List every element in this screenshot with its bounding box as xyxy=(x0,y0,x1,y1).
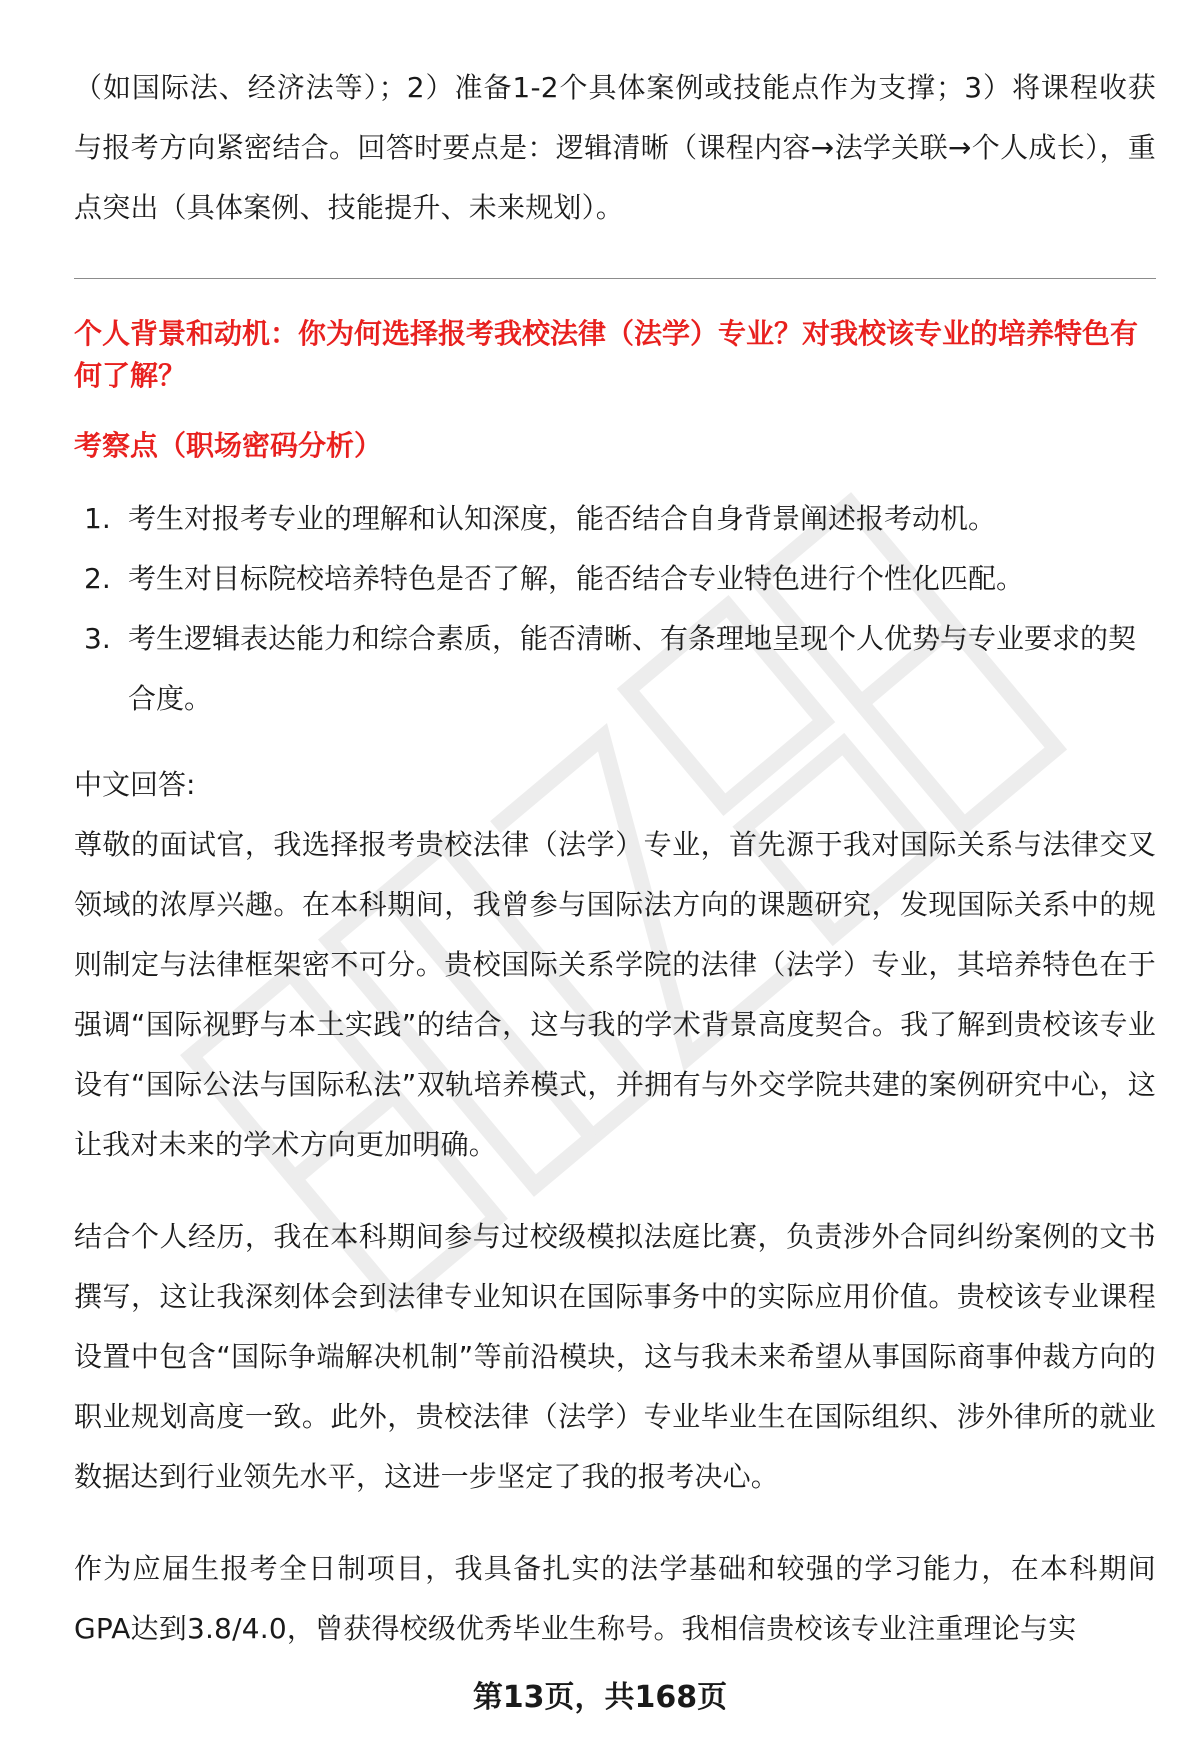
list-item-number: 2. xyxy=(84,562,111,595)
section-divider xyxy=(74,278,1156,279)
list-item xyxy=(74,549,1156,609)
list-item-number: 3. xyxy=(84,622,111,655)
question-heading: 个人背景和动机：你为何选择报考我校法律（法学）专业？对我校该专业的培养特色有何了解？ xyxy=(74,317,1139,392)
list-item-text: 考生对目标院校培养特色是否了解，能否结合专业特色进行个性化匹配。 xyxy=(128,562,1025,595)
intro-paragraph: （如国际法、经济法等）；2）准备1-2个具体案例或技能点作为支撑；3）将课程收获与报考方向紧密结合。回答时要点是：逻辑清晰（课程内容→法学关联→个人成长），重点突出（具体案例、技能提升、未来规划）。 xyxy=(74,71,1156,224)
list-item-text: 考生逻辑表达能力和综合素质，能否清晰、有条理地呈现个人优势与专业要求的契合度。 xyxy=(128,622,1137,715)
answer-paragraph: 结合个人经历，我在本科期间参与过校级模拟法庭比赛，负责涉外合同纠纷案例的文书撰写，这让我深刻体会到法律专业知识在国际事务中的实际应用价值。贵校该专业课程设置中包含“国际争端解决机制”等前沿模块，这与我未来希望从事国际商事仲裁方向的职业规划高度一致。此外，贵校法律（法学）专业毕业生在国际组织、涉外律所的就业数据达到行业领先水平，这进一步坚定了我的报考决心。 xyxy=(74,1220,1156,1493)
answer-paragraph: 尊敬的面试官，我选择报考贵校法律（法学）专业，首先源于我对国际关系与法律交叉领域的浓厚兴趣。在本科期间，我曾参与国际法方向的课题研究，发现国际关系中的规则制定与法律框架密不可分。贵校国际关系学院的法律（法学）专业，其培养特色在于强调“国际视野与本土实践”的结合，这与我的学术背景高度契合。我了解到贵校该专业设有“国际公法与国际私法”双轨培养模式，并拥有与外交学院共建的案例研究中心，这让我对未来的学术方向更加明确。 xyxy=(74,828,1156,1161)
assessment-points-heading: 考察点（职场密码分析） xyxy=(74,429,383,462)
assessment-points-list xyxy=(74,489,1156,729)
page-number: 第13页，共168页 xyxy=(472,1680,728,1715)
list-item xyxy=(74,609,1156,729)
list-item-number: 1. xyxy=(84,502,111,535)
list-item xyxy=(74,489,1156,549)
list-item-text: 考生对报考专业的理解和认知深度，能否结合自身背景阐述报考动机。 xyxy=(128,502,997,535)
answer-label: 中文回答: xyxy=(74,768,196,801)
document-page xyxy=(74,58,1156,1659)
answer-paragraph: 作为应届生报考全日制项目，我具备扎实的法学基础和较强的学习能力，在本科期间GPA达到3.8/4.0，曾获得校级优秀毕业生称号。我相信贵校该专业注重理论与实 xyxy=(74,1552,1156,1645)
